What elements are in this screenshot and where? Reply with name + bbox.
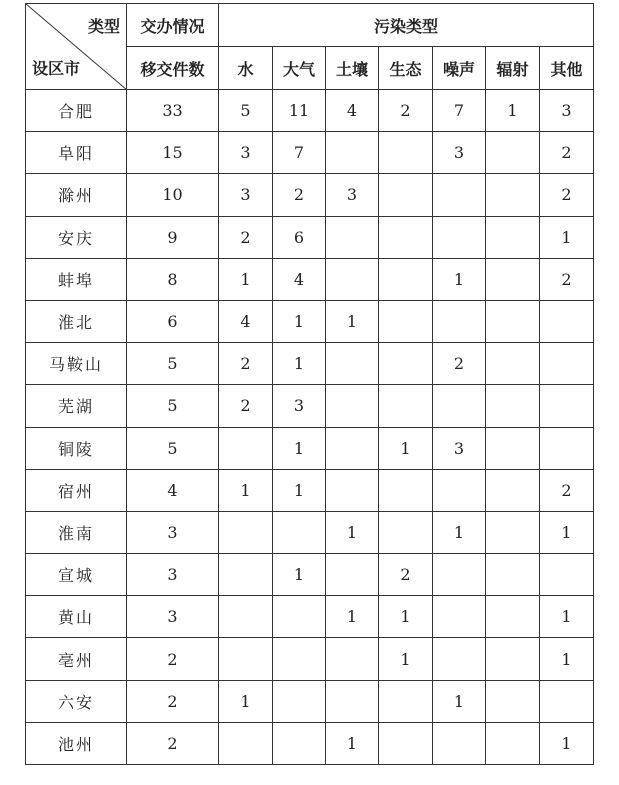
table-row: [26, 174, 594, 216]
type-count-cell: [433, 469, 486, 511]
table-body: [26, 90, 594, 765]
type-count-cell: [486, 216, 540, 258]
city-cell: 蚌埠: [26, 258, 127, 300]
corner-top-label: 类型: [87, 17, 120, 36]
type-header-water: 水: [219, 47, 273, 90]
city-cell: 铜陵: [26, 427, 127, 469]
type-count-cell: 1: [433, 511, 486, 553]
type-count-cell: [326, 469, 379, 511]
type-count-cell: [486, 132, 540, 174]
type-count-cell: 1: [273, 427, 326, 469]
type-count-cell: 7: [273, 132, 326, 174]
total-cell: 5: [127, 427, 219, 469]
type-count-cell: 1: [540, 596, 594, 638]
type-count-cell: 1: [273, 469, 326, 511]
type-count-cell: 11: [273, 90, 326, 132]
type-count-cell: [219, 427, 273, 469]
total-cell: 4: [127, 469, 219, 511]
total-cell: 33: [127, 90, 219, 132]
type-count-cell: 1: [326, 722, 379, 764]
type-count-cell: 3: [219, 132, 273, 174]
type-count-cell: [433, 385, 486, 427]
type-count-cell: 2: [273, 174, 326, 216]
table-row: [26, 596, 594, 638]
total-cell: 10: [127, 174, 219, 216]
type-count-cell: 1: [540, 511, 594, 553]
type-count-cell: [486, 385, 540, 427]
type-count-cell: 3: [540, 90, 594, 132]
type-count-cell: 2: [433, 343, 486, 385]
type-count-cell: [379, 216, 433, 258]
type-count-cell: 1: [540, 638, 594, 680]
type-count-cell: 2: [540, 132, 594, 174]
type-count-cell: 4: [219, 300, 273, 342]
type-count-cell: 3: [273, 385, 326, 427]
type-count-cell: [273, 680, 326, 722]
type-count-cell: [379, 469, 433, 511]
city-cell: 六安: [26, 680, 127, 722]
type-header-ecology: 生态: [379, 47, 433, 90]
table-row: [26, 511, 594, 553]
corner-bottom-label: 设区市: [32, 59, 81, 78]
type-count-cell: 1: [273, 343, 326, 385]
type-count-cell: [326, 216, 379, 258]
city-cell: 黄山: [26, 596, 127, 638]
type-count-cell: [486, 511, 540, 553]
type-header-noise: 噪声: [433, 47, 486, 90]
table-row: [26, 554, 594, 596]
type-count-cell: 1: [433, 680, 486, 722]
corner-header-cell: [26, 4, 127, 90]
type-count-cell: 2: [540, 174, 594, 216]
handling-header: 交办情况: [127, 4, 219, 47]
total-cell: 2: [127, 680, 219, 722]
transferred-count-header: 移交件数: [127, 47, 219, 90]
type-count-cell: [326, 385, 379, 427]
type-count-cell: [433, 300, 486, 342]
type-count-cell: [273, 596, 326, 638]
type-count-cell: 1: [379, 427, 433, 469]
type-count-cell: [273, 722, 326, 764]
type-count-cell: [486, 300, 540, 342]
type-count-cell: [433, 216, 486, 258]
type-count-cell: [326, 554, 379, 596]
type-count-cell: [486, 343, 540, 385]
total-cell: 2: [127, 638, 219, 680]
city-cell: 淮南: [26, 511, 127, 553]
type-count-cell: 5: [219, 90, 273, 132]
type-count-cell: 1: [540, 722, 594, 764]
total-cell: 3: [127, 554, 219, 596]
type-count-cell: [273, 638, 326, 680]
table-row: [26, 343, 594, 385]
table-row: [26, 90, 594, 132]
type-count-cell: 2: [379, 554, 433, 596]
type-count-cell: 1: [433, 258, 486, 300]
type-count-cell: [379, 511, 433, 553]
total-cell: 9: [127, 216, 219, 258]
total-cell: 5: [127, 385, 219, 427]
type-count-cell: [219, 722, 273, 764]
type-count-cell: [219, 511, 273, 553]
type-count-cell: [326, 638, 379, 680]
type-count-cell: [379, 132, 433, 174]
type-count-cell: 7: [433, 90, 486, 132]
table-row: [26, 722, 594, 764]
type-count-cell: 1: [273, 554, 326, 596]
type-count-cell: 2: [540, 258, 594, 300]
type-count-cell: [540, 343, 594, 385]
type-count-cell: [540, 680, 594, 722]
type-count-cell: 2: [219, 216, 273, 258]
type-count-cell: 1: [326, 511, 379, 553]
city-cell: 合肥: [26, 90, 127, 132]
type-count-cell: [219, 554, 273, 596]
type-count-cell: [433, 638, 486, 680]
table-row: [26, 680, 594, 722]
table-row: [26, 300, 594, 342]
type-count-cell: 1: [326, 596, 379, 638]
type-count-cell: 1: [379, 638, 433, 680]
type-count-cell: 6: [273, 216, 326, 258]
type-count-cell: 2: [219, 385, 273, 427]
type-count-cell: [486, 469, 540, 511]
type-count-cell: [540, 554, 594, 596]
total-cell: 5: [127, 343, 219, 385]
total-cell: 3: [127, 511, 219, 553]
type-count-cell: [219, 596, 273, 638]
pollution-table: [25, 3, 594, 765]
type-count-cell: [326, 427, 379, 469]
type-count-cell: [486, 258, 540, 300]
type-count-cell: 2: [379, 90, 433, 132]
type-count-cell: [326, 680, 379, 722]
city-cell: 芜湖: [26, 385, 127, 427]
type-count-cell: [486, 680, 540, 722]
type-count-cell: 1: [540, 216, 594, 258]
table-row: [26, 427, 594, 469]
type-count-cell: 3: [219, 174, 273, 216]
type-count-cell: [433, 722, 486, 764]
table-row: [26, 216, 594, 258]
table-row: [26, 469, 594, 511]
type-count-cell: 2: [219, 343, 273, 385]
total-cell: 2: [127, 722, 219, 764]
type-count-cell: [379, 258, 433, 300]
type-count-cell: [326, 343, 379, 385]
type-count-cell: 4: [326, 90, 379, 132]
type-count-cell: [486, 554, 540, 596]
type-count-cell: [326, 132, 379, 174]
type-count-cell: 1: [219, 469, 273, 511]
type-count-cell: [433, 596, 486, 638]
type-header-radiation: 辐射: [486, 47, 540, 90]
type-count-cell: [379, 722, 433, 764]
city-cell: 马鞍山: [26, 343, 127, 385]
type-header-other: 其他: [540, 47, 594, 90]
pollution-type-header: 污染类型: [219, 4, 594, 47]
table-row: [26, 638, 594, 680]
type-count-cell: 1: [219, 680, 273, 722]
type-count-cell: 3: [433, 132, 486, 174]
type-count-cell: [540, 385, 594, 427]
city-cell: 宿州: [26, 469, 127, 511]
total-cell: 15: [127, 132, 219, 174]
table-row: [26, 385, 594, 427]
city-cell: 淮北: [26, 300, 127, 342]
city-cell: 安庆: [26, 216, 127, 258]
type-count-cell: [379, 300, 433, 342]
city-cell: 宣城: [26, 554, 127, 596]
type-count-cell: [379, 174, 433, 216]
type-count-cell: 1: [486, 90, 540, 132]
table-row: [26, 258, 594, 300]
type-count-cell: [540, 300, 594, 342]
type-header-air: 大气: [273, 47, 326, 90]
type-count-cell: [219, 638, 273, 680]
type-count-cell: [486, 596, 540, 638]
type-count-cell: [433, 174, 486, 216]
type-count-cell: [486, 174, 540, 216]
type-count-cell: 3: [433, 427, 486, 469]
city-cell: 池州: [26, 722, 127, 764]
type-count-cell: [486, 722, 540, 764]
type-count-cell: 1: [326, 300, 379, 342]
type-count-cell: [540, 427, 594, 469]
total-cell: 8: [127, 258, 219, 300]
city-cell: 阜阳: [26, 132, 127, 174]
total-cell: 6: [127, 300, 219, 342]
type-count-cell: [379, 343, 433, 385]
type-count-cell: [326, 258, 379, 300]
type-count-cell: 1: [273, 300, 326, 342]
type-count-cell: 2: [540, 469, 594, 511]
type-count-cell: 1: [379, 596, 433, 638]
type-count-cell: [379, 385, 433, 427]
type-count-cell: [379, 680, 433, 722]
type-header-soil: 土壤: [326, 47, 379, 90]
type-count-cell: 4: [273, 258, 326, 300]
total-cell: 3: [127, 596, 219, 638]
type-count-cell: 1: [219, 258, 273, 300]
table-row: [26, 132, 594, 174]
type-count-cell: [433, 554, 486, 596]
type-count-cell: [486, 638, 540, 680]
type-count-cell: [273, 511, 326, 553]
type-count-cell: 3: [326, 174, 379, 216]
city-cell: 滁州: [26, 174, 127, 216]
city-cell: 亳州: [26, 638, 127, 680]
type-count-cell: [486, 427, 540, 469]
